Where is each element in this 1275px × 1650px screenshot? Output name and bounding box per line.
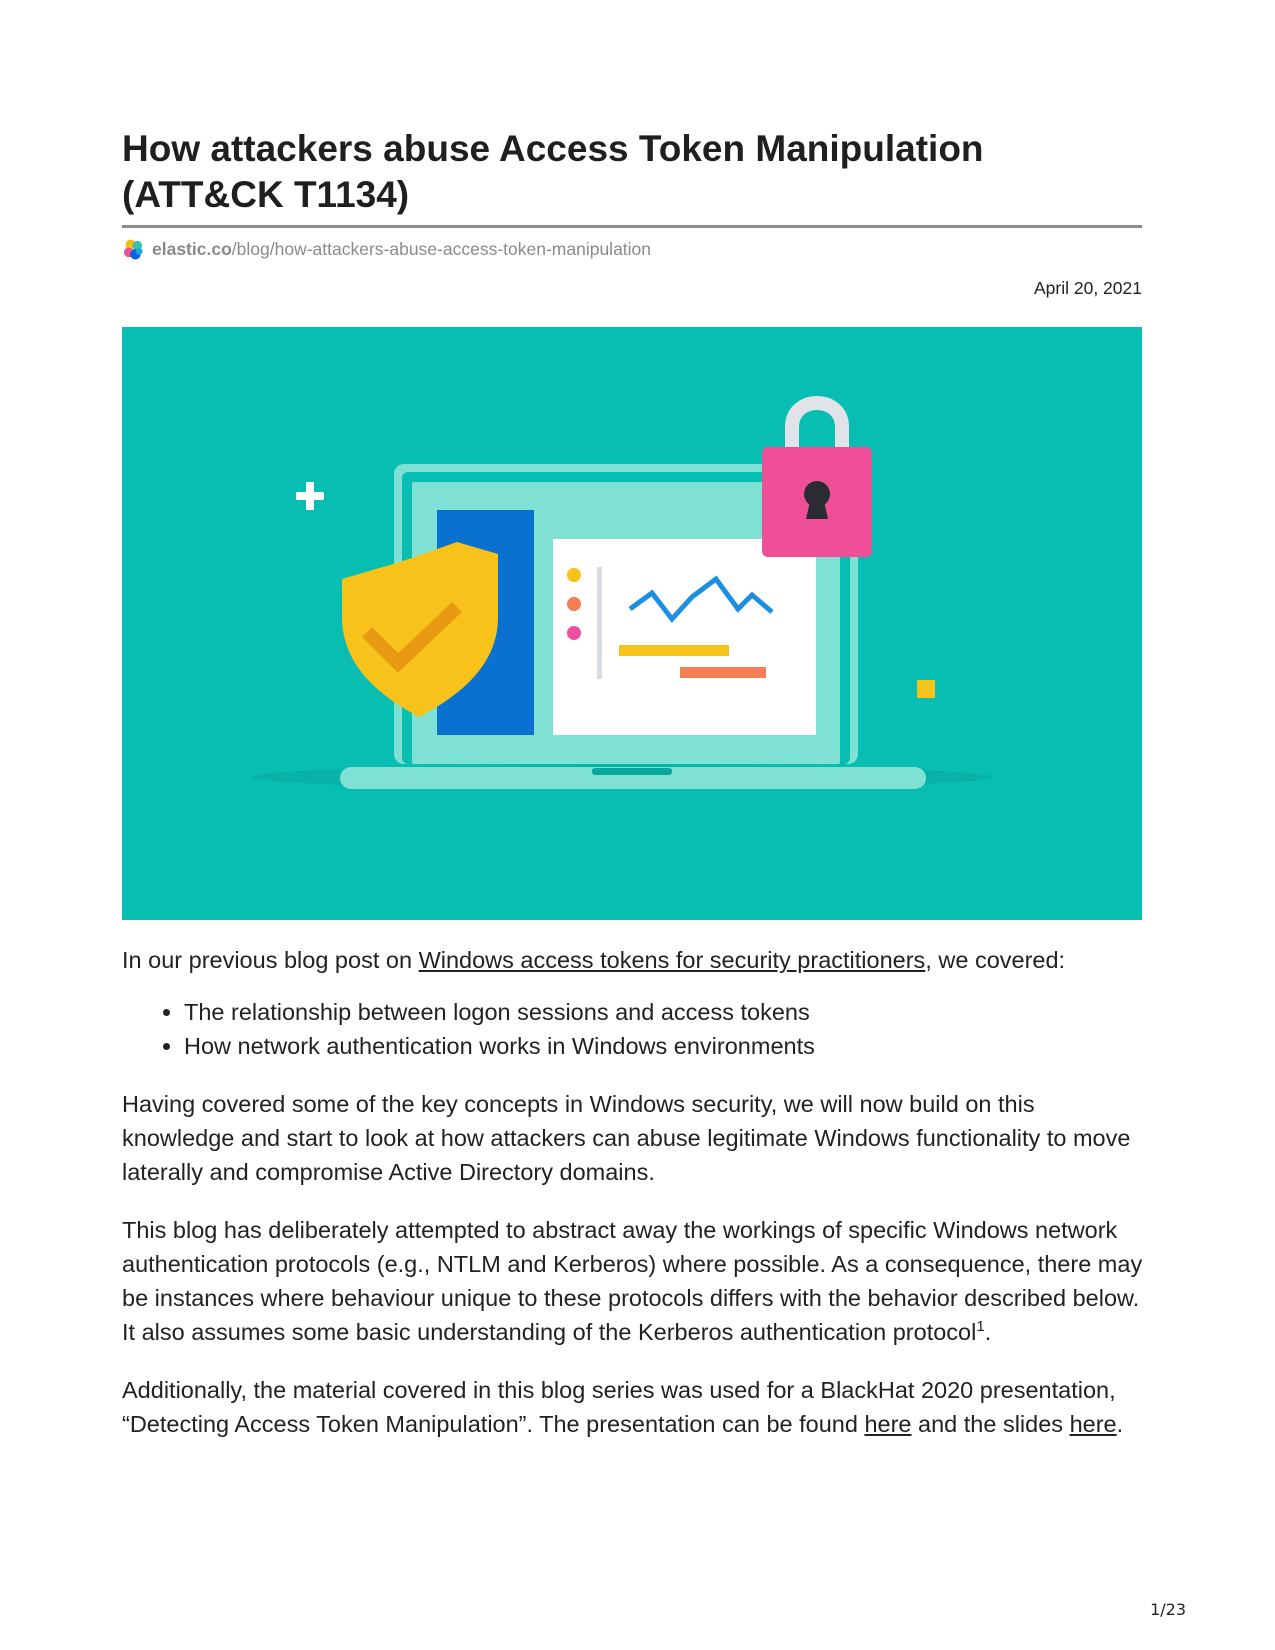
page-title	[122, 126, 1022, 218]
source-link[interactable]	[122, 238, 651, 261]
list-item: • How network authentication works in Windows environments	[184, 1029, 1152, 1063]
page-number: 1/23	[1150, 1600, 1186, 1619]
source-domain: elastic.co	[152, 239, 232, 259]
paragraph-2: Having covered some of the key concepts in Windows security, we will now build on this knowledge and start to look at how attackers can abuse legitimate Windows functionality to move laterally and compromise Active Directory domains.	[122, 1091, 1131, 1185]
elastic-logo-icon	[122, 238, 145, 261]
title-divider	[122, 225, 1142, 228]
covered-list	[122, 995, 1152, 1063]
paragraph-3: This blog has deliberately attempted to abstract away the workings of specific Windows network authentication protocols (e.g., NTLM and Kerberos) where possible. As a consequence, there may be instances where behaviour unique to these protocols differs with the behavior described below. It also assumes some basic understanding of the Kerberos authentication protocol$^1$.	[122, 1217, 1143, 1345]
padlock-icon	[762, 403, 872, 557]
source-path: /blog/how-attackers-abuse-access-token-manipulation	[231, 239, 652, 259]
publish-date: April 20, 2021	[1034, 278, 1142, 298]
intro-paragraph: In our previous blog post on Windows access tokens for security practitioners, we covered:	[122, 947, 1066, 973]
plus-icon	[296, 482, 324, 510]
title-line-2: (ATT&CK T1134)	[122, 174, 410, 215]
footnote-ref[interactable]: 1	[976, 1318, 985, 1336]
accent-square	[917, 680, 935, 698]
list-item: • The relationship between logon sessions and access tokens	[184, 995, 1152, 1029]
paragraph-4: Additionally, the material covered in this blog series was used for a BlackHat 2020 presentation, “Detecting Access Token Manipulation”. The presentation can be found here and the slides here.	[122, 1377, 1124, 1437]
presentation-link[interactable]: here	[864, 1411, 912, 1437]
hero-image	[122, 327, 1142, 920]
title-line-1: How attackers abuse Access Token Manipulation	[122, 128, 984, 169]
previous-post-link[interactable]: Windows access tokens for security practitioners	[418, 947, 926, 973]
slides-link[interactable]: here	[1069, 1411, 1117, 1437]
article-body	[122, 943, 1152, 1465]
